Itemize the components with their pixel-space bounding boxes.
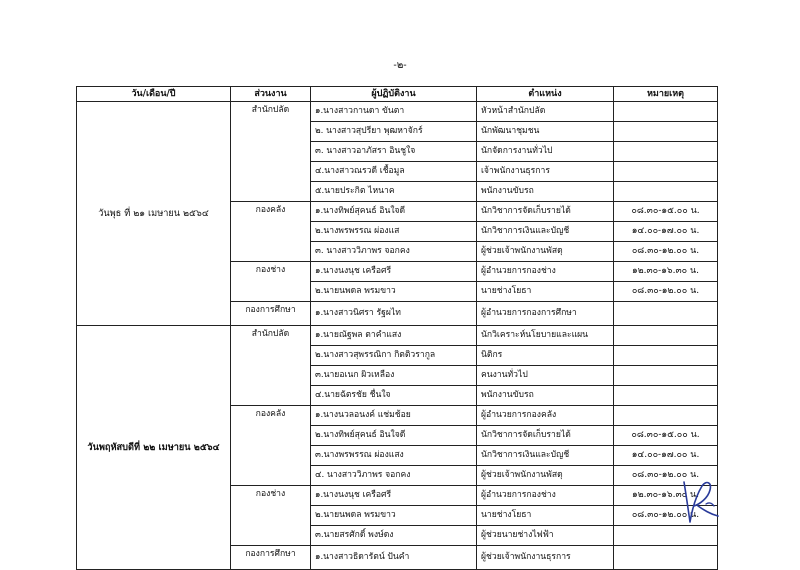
position-cell: หัวหน้าสำนักปลัด [477,102,614,122]
position-cell: นักจัดการงานทั่วไป [477,142,614,162]
date-cell: วันพุธ ที่ ๒๑ เมษายน ๒๕๖๔ [77,102,231,326]
position-cell: คนงานทั่วไป [477,366,614,386]
table-body [77,102,718,570]
staff-name-cell: ๑.นางสาวนิศรา รัฐผไท [311,302,477,326]
department-cell: กองคลัง [231,202,311,262]
position-cell: ผู้ช่วยเจ้าพนักงานธุรการ [477,546,614,570]
staff-name-cell: ๒.นางสาวสุพรรณิกา กิตติวรากูล [311,346,477,366]
position-cell: พนักงานขับรถ [477,386,614,406]
position-cell: ผู้ช่วยเจ้าพนักงานพัสดุ [477,466,614,486]
page-number: -๒- [393,60,407,71]
signature-mark [676,476,722,528]
note-cell [614,142,718,162]
position-cell: นักพัฒนาชุมชน [477,122,614,142]
note-cell [614,162,718,182]
note-cell [614,346,718,366]
staff-name-cell: ๓.นายสรศักดิ์ พงษ์ดง [311,526,477,546]
staff-name-cell: ๒.นายนพดล พรมขาว [311,506,477,526]
position-cell: นิติกร [477,346,614,366]
position-cell: ผู้ช่วยนายช่างไฟฟ้า [477,526,614,546]
position-cell: นายช่างโยธา [477,282,614,302]
header-position: ตำแหน่ง [477,87,614,102]
header-staff: ผู้ปฏิบัติงาน [311,87,477,102]
position-cell: ผู้อำนวยการกองช่าง [477,486,614,506]
note-cell [614,302,718,326]
department-cell: กองคลัง [231,406,311,486]
department-cell: กองช่าง [231,486,311,546]
position-cell: พนักงานขับรถ [477,182,614,202]
header-department: ส่วนงาน [231,87,311,102]
staff-name-cell: ๑.นางสาวธิดารัตน์ ปันคำ [311,546,477,570]
staff-name-cell: ๒.นางทิพย์สุคนธ์ อินใจดี [311,426,477,446]
note-cell [614,526,718,546]
header-note: หมายเหตุ [614,87,718,102]
staff-name-cell: ๓. นางสาววิภาพร จอกคง [311,242,477,262]
position-cell: นักวิเคราะห์นโยบายและแผน [477,326,614,346]
header-date: วัน/เดือน/ปี [77,87,231,102]
position-cell: ผู้อำนวยการกองช่าง [477,262,614,282]
position-cell: นักวิชาการจัดเก็บรายได้ [477,426,614,446]
note-cell: ๐๘.๓๐-๑๕.๐๐ น. [614,202,718,222]
staff-name-cell: ๔. นางสาววิภาพร จอกคง [311,466,477,486]
note-cell: ๐๘.๓๐-๑๒.๐๐ น. [614,506,718,526]
staff-name-cell: ๑.นางนวลอนงค์ แช่มช้อย [311,406,477,426]
date-cell: วันพฤหัสบดีที่ ๒๒ เมษายน ๒๕๖๔ [77,326,231,570]
staff-name-cell: ๒. นางสาวสุปรียา พุฒหาจักร์ [311,122,477,142]
duty-roster-table [76,86,718,570]
staff-name-cell: ๑.นางนงนุช เครือศรี [311,262,477,282]
position-cell: ผู้ช่วยเจ้าพนักงานพัสดุ [477,242,614,262]
note-cell: ๑๔.๐๐-๑๗.๐๐ น. [614,446,718,466]
department-cell: กองช่าง [231,262,311,302]
note-cell [614,326,718,346]
position-cell: นักวิชาการเงินและบัญชี [477,222,614,242]
note-cell: ๑๒.๓๐-๑๖.๓๐ น. [614,486,718,506]
staff-name-cell: ๑.นางทิพย์สุคนธ์ อินใจดี [311,202,477,222]
department-cell: กองการศึกษา [231,546,311,570]
staff-name-cell: ๔.นายฉัตรชัย ชื่นใจ [311,386,477,406]
department-cell: สำนักปลัด [231,102,311,202]
table-row [77,326,718,346]
note-cell [614,546,718,570]
table-header-row [77,87,718,102]
position-cell: ผู้อำนวยการกองการศึกษา [477,302,614,326]
staff-name-cell: ๓.นางพรพรรณ ผ่องแสง [311,446,477,466]
staff-name-cell: ๓. นางสาวอาภัสรา อินชูใจ [311,142,477,162]
staff-name-cell: ๔.นางสาวณรวดี เชื้อมูล [311,162,477,182]
staff-name-cell: ๒.นายนพดล พรมขาว [311,282,477,302]
note-cell [614,122,718,142]
table-row [77,102,718,122]
note-cell: ๑๒.๓๐-๑๖.๓๐ น. [614,262,718,282]
note-cell [614,366,718,386]
staff-name-cell: ๓.นายอเนก ผิวเหลือง [311,366,477,386]
department-cell: กองการศึกษา [231,302,311,326]
note-cell [614,102,718,122]
note-cell [614,386,718,406]
note-cell: ๐๘.๓๐-๑๒.๐๐ น. [614,242,718,262]
staff-name-cell: ๒.นางพรพรรณ ผ่องแส [311,222,477,242]
staff-name-cell: ๑.นางสาวกานดา ขันตา [311,102,477,122]
staff-name-cell: ๑.นายณัฐพล ตาคำแสง [311,326,477,346]
note-cell [614,406,718,426]
staff-name-cell: ๕.นายประกิต ไหนาค [311,182,477,202]
position-cell: เจ้าพนักงานธุรการ [477,162,614,182]
position-cell: นักวิชาการเงินและบัญชี [477,446,614,466]
department-cell: สำนักปลัด [231,326,311,406]
note-cell: ๐๘.๓๐-๑๕.๐๐ น. [614,426,718,446]
staff-name-cell: ๑.นางนงนุช เครือศรี [311,486,477,506]
note-cell: ๐๘.๓๐-๑๒.๐๐ น. [614,282,718,302]
position-cell: ผู้อำนวยการกองคลัง [477,406,614,426]
note-cell: ๑๔.๐๐-๑๗.๐๐ น. [614,222,718,242]
position-cell: นายช่างโยธา [477,506,614,526]
position-cell: นักวิชาการจัดเก็บรายได้ [477,202,614,222]
note-cell: ๐๘.๓๐-๑๒.๐๐ น. [614,466,718,486]
note-cell [614,182,718,202]
